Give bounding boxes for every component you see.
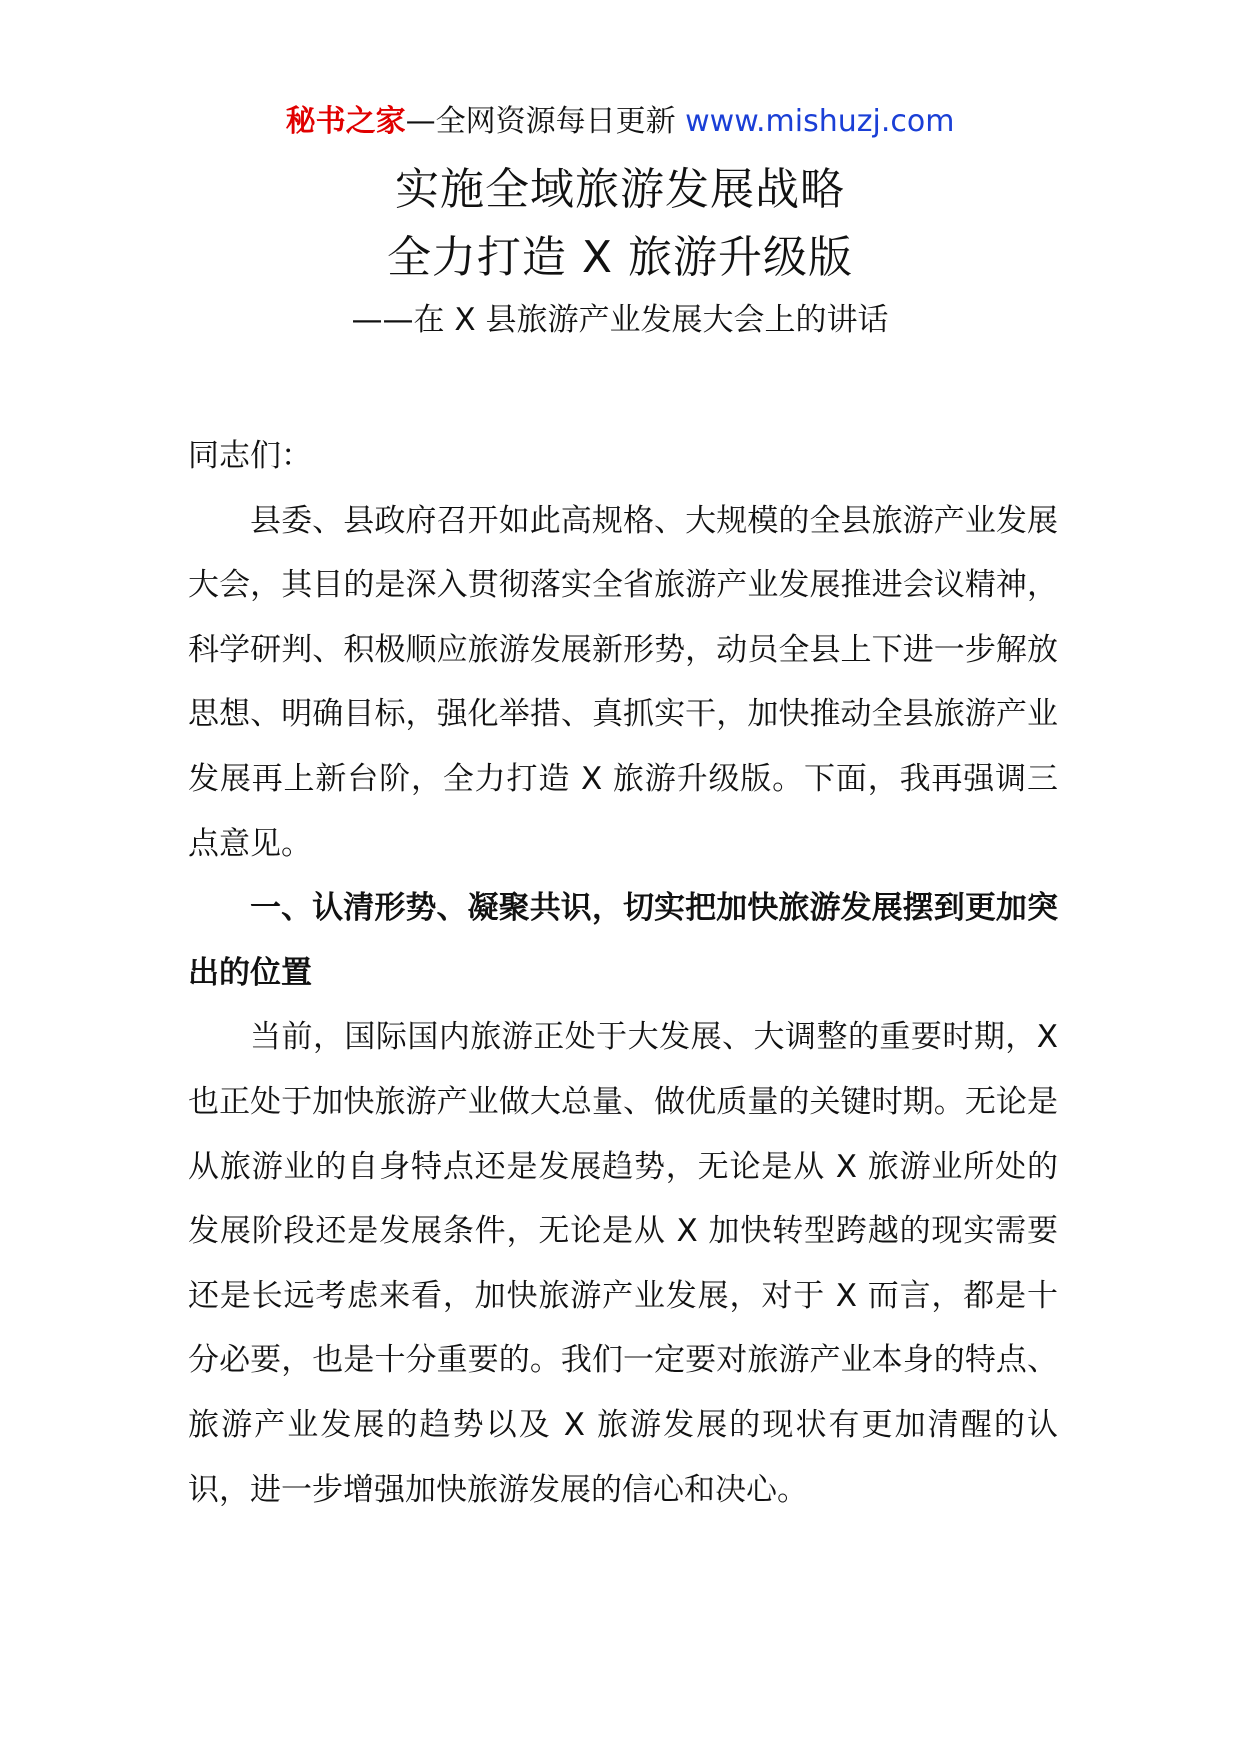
section-heading-1: 一、认清形势、凝聚共识，切实把加快旅游发展摆到更加突出的位置 — [188, 890, 1058, 991]
document-title-line-1: 实施全域旅游发展战略 — [395, 164, 845, 215]
header-tagline: —全网资源每日更新 — [405, 104, 676, 139]
paragraph-intro: 县委、县政府召开如此高规格、大规模的全县旅游产业发展大会，其目的是深入贯彻落实全省旅游产业发展推进会议精神，科学研判、积极顺应旅游发展新形势，动员全县上下进一步解放思想、明确目标，强化举措、真抓实干，加快推动全县旅游产业发展再上新台阶，全力打造 X 旅游升级版。下面，我再强调三点意见。 — [188, 502, 1058, 862]
site-url-link[interactable]: www.mishuzj.com — [685, 104, 955, 139]
brand-name: 秘书之家 — [285, 104, 406, 139]
salutation: 同志们： — [188, 438, 312, 474]
document-title-line-2: 全力打造 X 旅游升级版 — [386, 232, 854, 283]
paragraph-section-1: 当前，国际国内旅游正处于大发展、大调整的重要时期，X 也正处于加快旅游产业做大总量、做优质量的关键时期。无论是从旅游业的自身特点还是发展趋势，无论是从 X 旅游业所处的发展阶段还是发展条件，无论是从 X 加快转型跨越的现实需要还是长远考虑来看，加快旅游产业发展，对于 X 而言，都是十分必要，也是十分重要的。我们一定要对旅游产业本身的特点、旅游产业发展的趋势以及 X 旅游发展的现状有更加清醒的认识，进一步增强加快旅游发展的信心和决心。 — [188, 1019, 1058, 1508]
document-subtitle: ——在 X 县旅游产业发展大会上的讲话 — [351, 302, 889, 338]
document-body — [188, 424, 1058, 1522]
site-header — [0, 100, 1240, 144]
